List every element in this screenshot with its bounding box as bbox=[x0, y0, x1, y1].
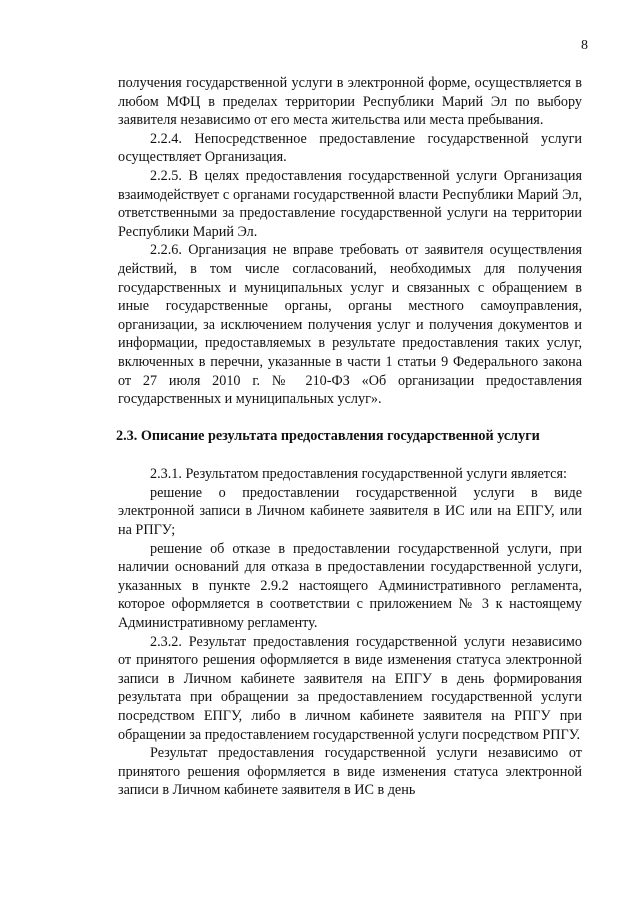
paragraph-result-refusal: решение об отказе в предоставлении государственной услуги, при наличии оснований для отказа в предоставлении государственной услуги, указанных в пункте 2.9.2 настоящего Административного регламента, которое оформляется в соответствии с приложением № 3 к настоящему Административному регламенту. bbox=[118, 540, 582, 632]
document-body bbox=[118, 74, 582, 800]
paragraph-continuation: получения государственной услуги в электронной форме, осуществляется в любом МФЦ в пределах территории Республики Марий Эл по выбору заявителя независимо от его места жительства или места пребывания. bbox=[118, 75, 582, 129]
page-number: 8 bbox=[581, 38, 588, 53]
paragraph-2-3-1: 2.3.1. Результатом предоставления государственной услуги является: bbox=[150, 466, 567, 483]
paragraph-2-2-6: 2.2.6. Организация не вправе требовать от заявителя осуществления действий, в том числе согласований, необходимых для получения государственных и муниципальных услуг и связанных с обращением в иные государственные органы, органы местного самоуправления, организации, за исключением получения услуг и получения документов и информации, предоставляемых в результате предоставления таких услуг, включенных в перечни, указанные в части 1 статьи 9 Федерального закона от 27 июля 2010 г. № 210-ФЗ «Об организации предоставления государственных и муниципальных услуг». bbox=[118, 242, 582, 408]
paragraph-2-2-5: 2.2.5. В целях предоставления государственной услуги Организация взаимодействует с органами государственной власти Республики Марий Эл, ответственными за предоставление государственной услуги на территории Республики Марий Эл. bbox=[118, 167, 582, 240]
paragraph-result-status: Результат предоставления государственной услуги независимо от принятого решения оформляется в виде изменения статуса электронной записи в Личном кабинете заявителя в ИС в день bbox=[118, 745, 582, 799]
section-heading: 2.3. Описание результата предоставления государственной услуги bbox=[116, 427, 540, 444]
paragraph-2-2-4: 2.2.4. Непосредственное предоставление государственной услуги осуществляет Организация. bbox=[118, 130, 582, 166]
paragraph-2-3-2: 2.3.2. Результат предоставления государственной услуги независимо от принятого решения оформляется в виде изменения статуса электронной записи в Личном кабинете заявителя на ЕПГУ в день формирования результата при обращении за предоставлением государственной услуги посредством ЕПГУ, либо в личном кабинете заявителя на РПГУ при обращении за предоставлением государственной услуги посредством РПГУ. bbox=[118, 633, 582, 743]
paragraph-result-approval: решение о предоставлении государственной услуги в виде электронной записи в Личном кабинете заявителя в ИС или на ЕПГУ, или на РПГУ; bbox=[118, 484, 582, 539]
